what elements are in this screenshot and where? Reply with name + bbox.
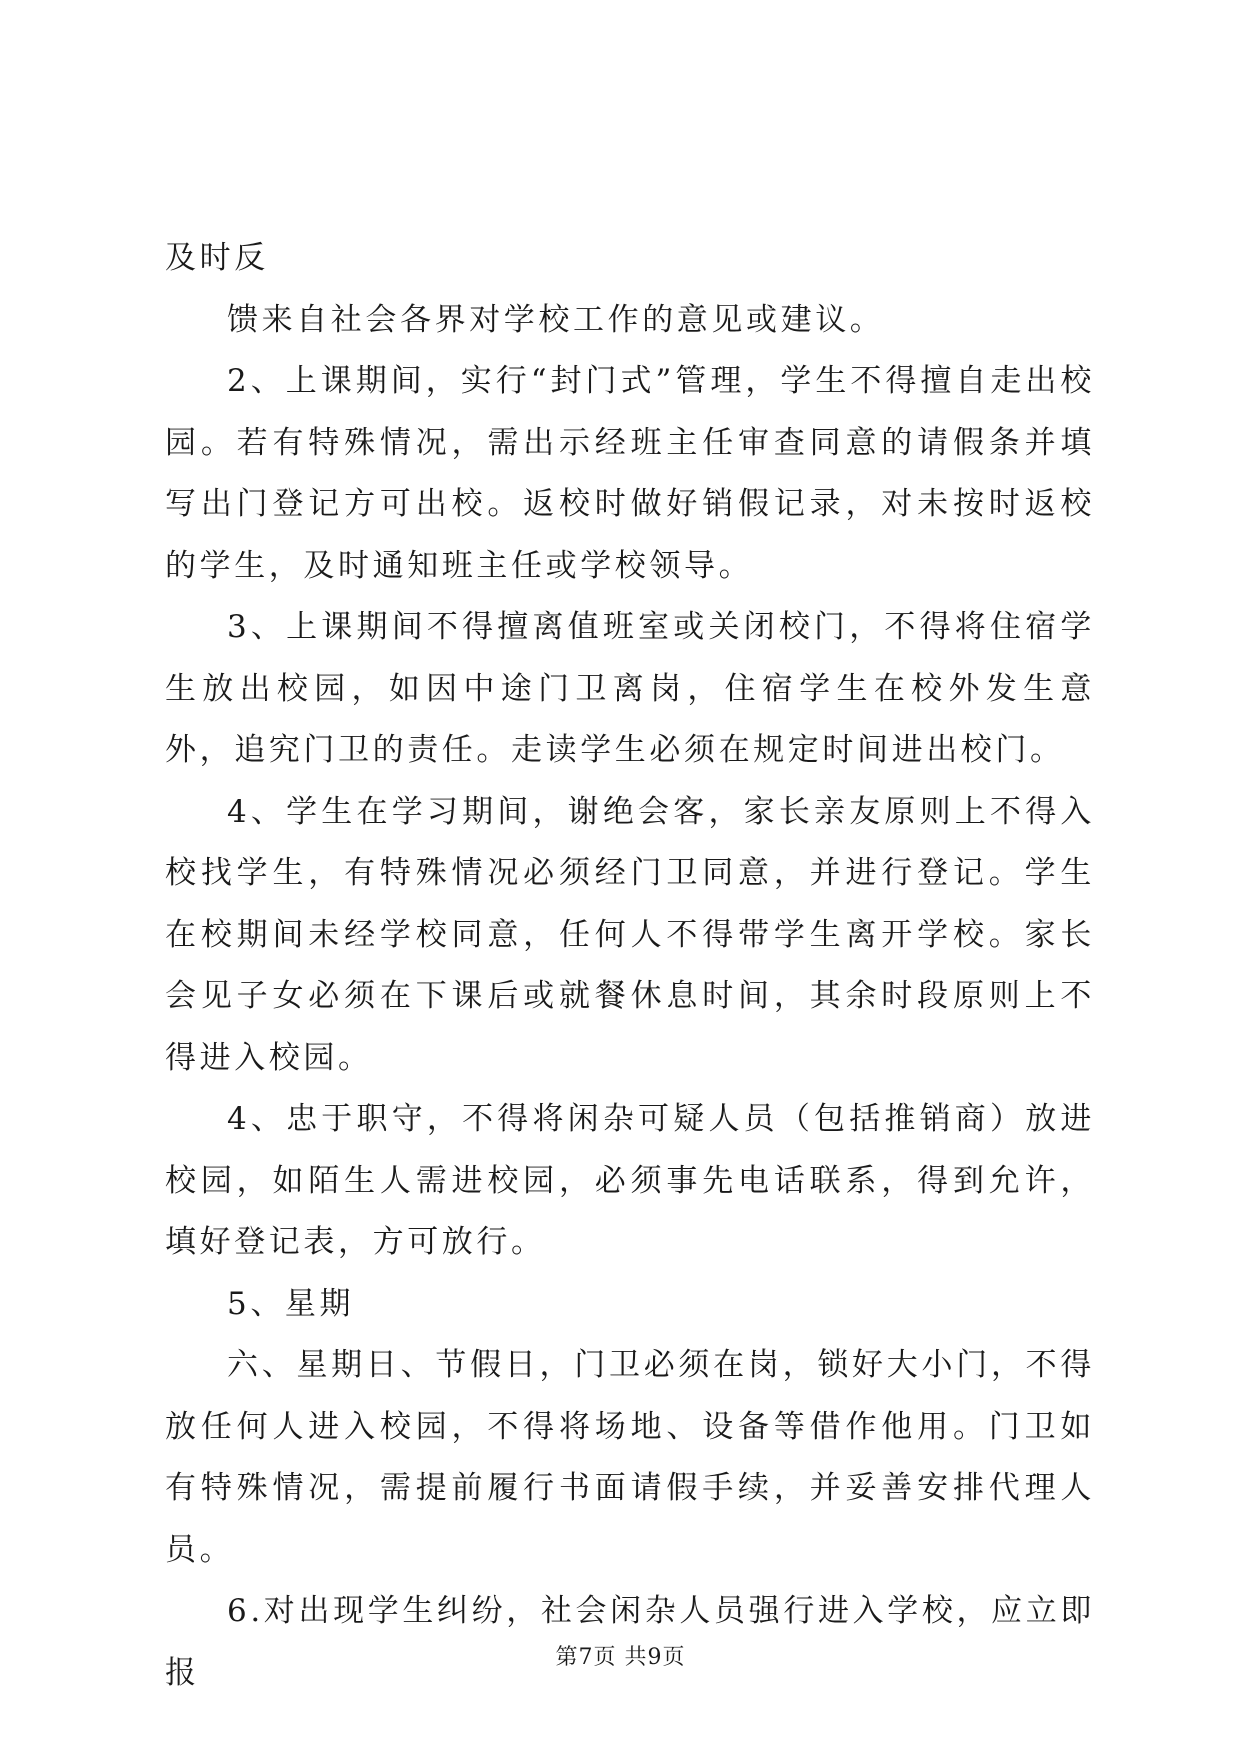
paragraph: 4、学生在学习期间，谢绝会客，家长亲友原则上不得入校找学生，有特殊情况必须经门卫同意，并进行登记。学生在校期间未经学校同意，任何人不得带学生离开学校。家长会见子女必须在下课后或就餐休息时间，其余时段原则上不得进入校园。 — [165, 793, 1095, 1076]
paragraph: 5、星期 — [227, 1285, 355, 1322]
paragraph: 4、忠于职守，不得将闲杂可疑人员（包括推销商）放进校园，如陌生人需进校园，必须事先电话联系，得到允许，填好登记表，方可放行。 — [165, 1101, 1095, 1260]
paragraph: 六、星期日、节假日，门卫必须在岗，锁好大小门，不得放任何人进入校园，不得将场地、设备等借作他用。门卫如有特殊情况，需提前履行书面请假手续，并妥善安排代理人员。 — [165, 1347, 1095, 1568]
paragraph: 6.对出现学生纠纷，社会闲杂人员强行进入学校，应立即报 — [165, 1593, 1095, 1691]
document-body — [165, 228, 1095, 1704]
paragraph: 馈来自社会各界对学校工作的意见或建议。 — [227, 301, 885, 338]
paragraph: 及时反 — [165, 240, 269, 276]
page-footer: 第7页 共9页 — [555, 1645, 686, 1670]
paragraph: 3、上课期间不得擅离值班室或关闭校门，不得将住宿学生放出校园，如因中途门卫离岗，住宿学生在校外发生意外，追究门卫的责任。走读学生必须在规定时间进出校门。 — [165, 609, 1095, 768]
paragraph: 2、上课期间，实行“封门式”管理，学生不得擅自走出校园。若有特殊情况，需出示经班主任审查同意的请假条并填写出门登记方可出校。返校时做好销假记录，对未按时返校的学生，及时通知班主任或学校领导。 — [165, 363, 1095, 584]
